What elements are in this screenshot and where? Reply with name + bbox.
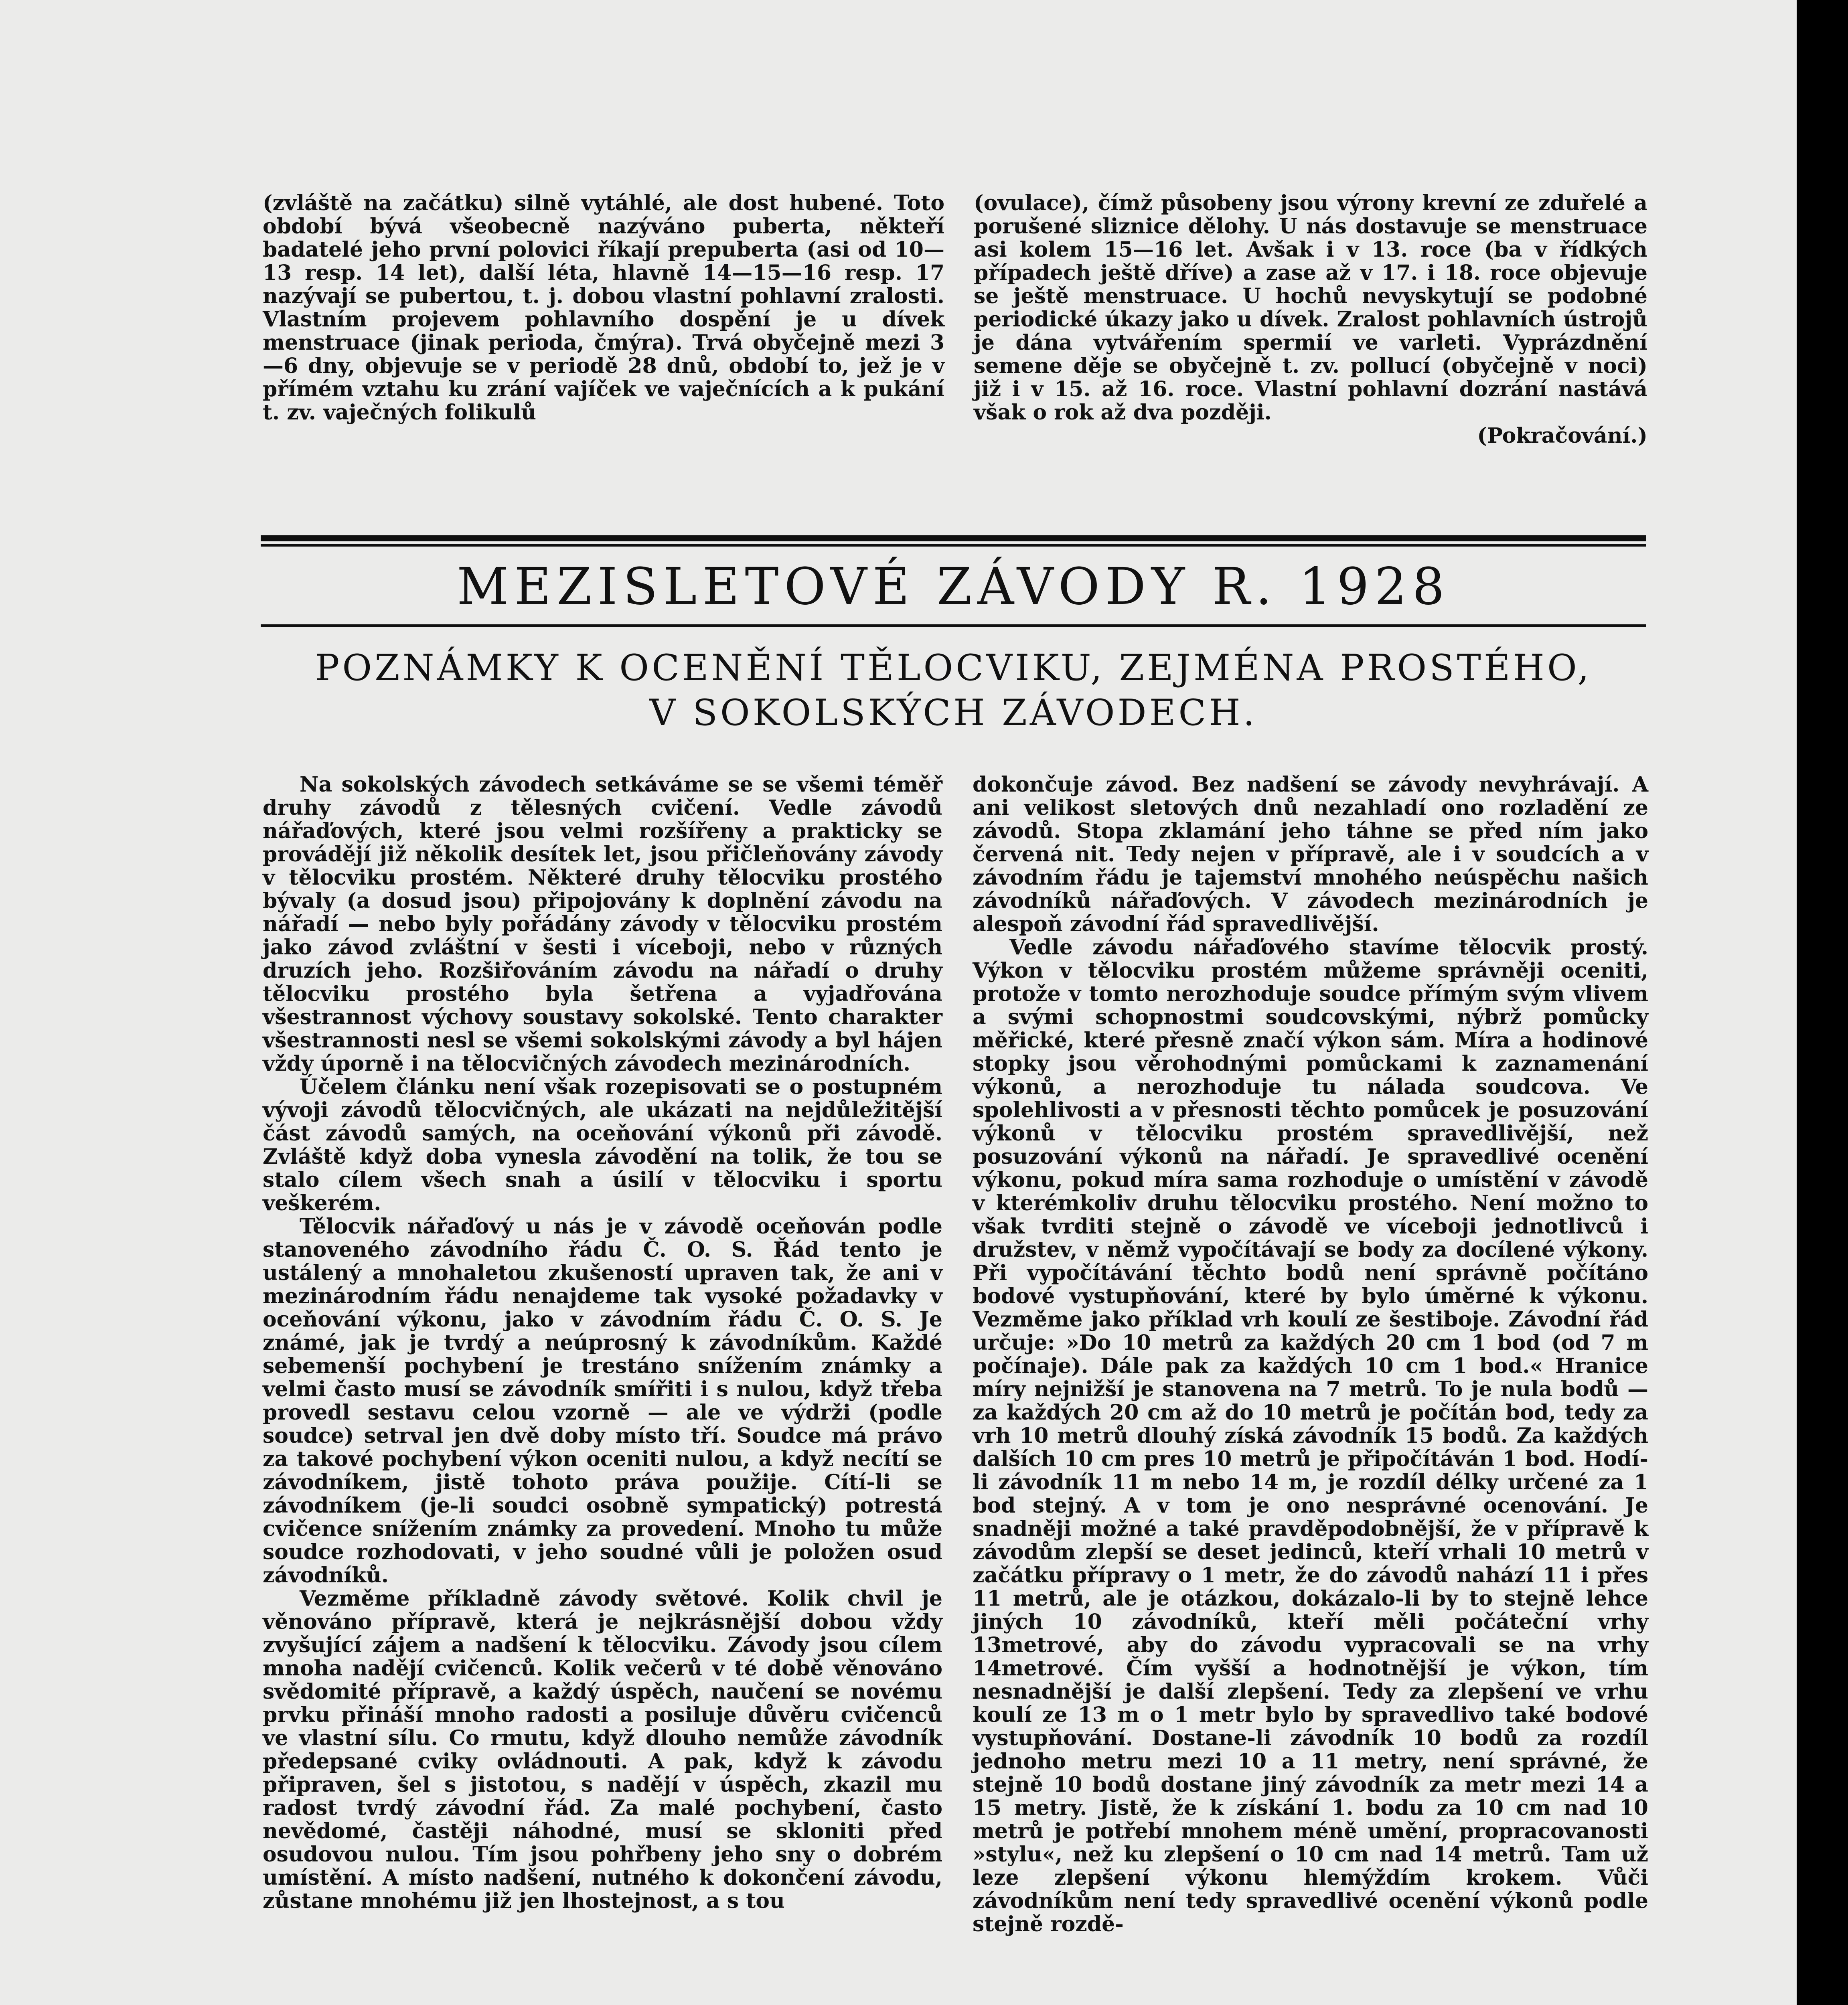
continued-note: (Pokračování.) bbox=[1477, 423, 1647, 448]
top-rule-thin bbox=[261, 544, 1646, 547]
right-column bbox=[973, 773, 1648, 1936]
article-subtitle-line-1: POZNÁMKY K OCENĚNÍ TĚLOCVIKU, ZEJMÉNA PROSTÉHO, bbox=[315, 647, 1592, 689]
left-column bbox=[263, 773, 942, 1913]
title-rule bbox=[261, 624, 1646, 627]
paragraph: Tělocvik nářaďový u nás je v závodě oceňován podle stanoveného závodního řádu Č. O. S. Řád tento je ustálený a mnohaletou zkušeností upraven tak, že ani v mezinárodním řádu nenajdeme tak vysoké požadavky v oceňování výkonu, jako v závodním řádu Č. O. S. Je známé, jak je tvrdý a neúprosný k závodníkům. Každé sebemenší pochybení je trestáno snížením známky a velmi často musí se závodník smířiti i s nulou, když třeba provedl sestavu celou vzorně — ale ve výdrži (podle soudce) setrval jen dvě doby místo tří. Soudce má právo za takové pochybení výkon oceniti nulou, a když necítí se závodníkem, jistě tohoto práva použije. Cítí-li se závodníkem (je-li soudci osobně sympatický) potrestá cvičence snížením známky za provedení. Mnoho tu může soudce rozhodovati, v jeho soudné vůli je položen osud závodníků. bbox=[263, 1214, 942, 1588]
top-rule bbox=[261, 535, 1646, 541]
paragraph: Na sokolských závodech setkáváme se se všemi téměř druhy závodů z tělesných cvičení. Vedle závodů nářaďových, které jsou velmi rozšířeny a prakticky se provádějí již několik desítek let, jsou přičleňovány závody v tělocviku prostém. Některé druhy tělocviku prostého bývaly (a dosud jsou) připojovány k doplnění závodu na nářadí — nebo byly pořádány závody v tělocviku prostém jako závod zvláštní v šesti i víceboji, nebo v různých druzích jeho. Rozšiřováním závodu na nářadí o druhy tělocviku prostého byla šetřena a vyjadřována všestrannost výchovy soustavy sokolské. Tento charakter všestrannosti nesl se všemi sokolskými závody a byl hájen vždy úporně i na tělocvičných závodech mezinárodních. bbox=[263, 772, 942, 1076]
top-left-column bbox=[263, 192, 944, 424]
paragraph: (ovulace), čímž působeny jsou výrony krevní ze zduřelé a porušené sliznice dělohy. U nás dostavuje se menstruace asi kolem 15—16 let. Avšak i v 13. roce (ba v řídkých případech ještě dříve) a zase až v 17. i 18. roce objevuje se ještě menstruace. U hochů nevyskytují se podobné periodické úkazy jako u dívek. Zralost pohlavních ústrojů je dána vytvářením spermií ve varleti. Vyprázdnění semene děje se obyčejně t. zv. pollucí (obyčejně v noci) již i v 15. až 16. roce. Vlastní pohlavní dozrání nastává však o rok až dva později. (Pokračování.) bbox=[974, 191, 1647, 448]
paragraph: dokončuje závod. Bez nadšení se závody nevyhrávají. A ani velikost sletových dnů nezahladí ono rozladění ze závodů. Stopa zklamání jeho táhne se před ním jako červená nit. Tedy nejen v přípravě, ale i v soudcích a v závodním řádu je tajemství mnohého neúspěchu našich závodníků nářaďových. V závodech mezinárodních je alespoň závodní řád spravedlivější. bbox=[973, 772, 1648, 936]
paragraph: Vedle závodu nářaďového stavíme tělocvik prostý. Výkon v tělocviku prostém můžeme správněji oceniti, protože v tomto nerozhoduje soudce přímým svým vlivem a svými schopnostmi soudcovskými, nýbrž pomůcky měřické, které přesně značí výkon sám. Míra a hodinové stopky jsou věrohodnými pomůckami k zaznamenání výkonů, a nerozhoduje tu nálada soudcova. Ve spolehlivosti a v přesnosti těchto pomůcek je posuzování výkonů v tělocviku prostém spravedlivější, než posuzování výkonů na nářadí. Je spravedlivé ocenění výkonu, pokud míra sama rozhoduje o umístění v závodě v kterémkoliv druhu tělocviku prostého. Není možno to však tvrditi stejně o závodě ve víceboji jednotlivců i družstev, v němž vypočítávají se body za docílené výkony. Při vypočítávání těchto bodů není správně počítáno bodové vystupňování, které by bylo úměrné k výkonu. Vezměme jako příklad vrh koulí ze šestiboje. Závodní řád určuje: »Do 10 metrů za každých 20 cm 1 bod (od 7 m počínaje). Dále pak za každých 10 cm 1 bod.« Hranice míry nejnižší je stanovena na 7 metrů. To je nula bodů — za každých 20 cm až do 10 metrů je počítán bod, tedy za vrh 10 metrů dlouhý získá závodník 15 bodů. Za každých dalších 10 cm pres 10 metrů je připočítáván 1 bod. Hodí-li závodník 11 m nebo 14 m, je rozdíl délky určené za 1 bod stejný. A v tom je ono nesprávné ocenování. Je snadněji možné a také pravděpodobnější, že v přípravě k závodům zlepší se deset jedinců, kteří vrhali 10 metrů v začátku přípravy o 1 metr, že do závodů nahází 11 i přes 11 metrů, ale je otázkou, dokázalo-li by to stejně lehce jiných 10 závodníků, kteří měli počáteční vrhy 13metrové, aby do závodu vypracovali se na vrhy 14metrové. Čím vyšší a hodnotnější je výkon, tím nesnadnější je další zlepšení. Tedy za zlepšení ve vrhu koulí ze 13 m o 1 metr bylo by spravedlivo také bodové vystupňování. Dostane-li závodník 10 bodů za rozdíl jednoho metru mezi 10 a 11 metry, není správné, že stejně 10 bodů dostane jiný závodník za metr mezi 14 a 15 metry. Jistě, že k získání 1. bodu za 10 cm nad 10 metrů je potřebí mnohem méně umění, propracovanosti »stylu«, než ku zlepšení o 10 cm nad 14 metrů. Tam už leze zlepšení výkonu hlemýždím krokem. Vůči závodníkům není tedy spravedlivé ocenění výkonů podle stejně rozdě- bbox=[973, 935, 1648, 1936]
paragraph: (zvláště na začátku) silně vytáhlé, ale dost hubené. Toto období bývá všeobecně nazýváno puberta, někteří badatelé jeho první polovici říkají prepuberta (asi od 10—13 resp. 14 let), další léta, hlavně 14—15—16 resp. 17 nazývají se pubertou, t. j. dobou vlastní pohlavní zralosti. Vlastním projevem pohlavního dospění je u dívek menstruace (jinak perioda, čmýra). Trvá obyčejně mezi 3—6 dny, objevuje se v periodě 28 dnů, období to, jež je v přímém vztahu ku zrání vajíček ve vaječnících a k pukání t. zv. vaječných folikulů bbox=[263, 191, 944, 425]
paragraph: Vezměme příkladně závody světové. Kolik chvil je věnováno přípravě, která je nejkrásnější dobou vždy zvyšující zájem a nadšení k tělocviku. Závody jsou cílem mnoha nadějí cvičenců. Kolik večerů v té době věnováno svědomité přípravě, a každý úspěch, naučení se novému prvku přináší mnoho radosti a posiluje důvěru cvičenců ve vlastní sílu. Co rmutu, když dlouho nemůže závodník předepsané cviky ovládnouti. A pak, když k závodu připraven, šel s jistotou, s nadějí v úspěch, zkazil mu radost tvrdý závodní řád. Za malé pochybení, často nevědomé, častěji náhodné, musí se skloniti před osudovou nulou. Tím jsou pohřbeny jeho sny o dobrém umístění. A místo nadšení, nutného k dokončení závodu, zůstane mnohému již jen lhostejnost, a s tou bbox=[263, 1586, 942, 1913]
article-title: MEZISLETOVÉ ZÁVODY R. 1928 bbox=[457, 557, 1450, 616]
top-right-column bbox=[974, 192, 1647, 448]
article-subtitle-line-2: V SOKOLSKÝCH ZÁVODECH. bbox=[649, 692, 1258, 734]
paragraph: Účelem článku není však rozepisovati se o postupném vývoji závodů tělocvičných, ale ukázati na nejdůležitější část závodů samých, na oceňování výkonů při závodě. Zvláště když doba vynesla závodění na tolik, že tou se stalo cílem všech snah a úsilí v tělocviku i sportu veškerém. bbox=[263, 1075, 942, 1215]
